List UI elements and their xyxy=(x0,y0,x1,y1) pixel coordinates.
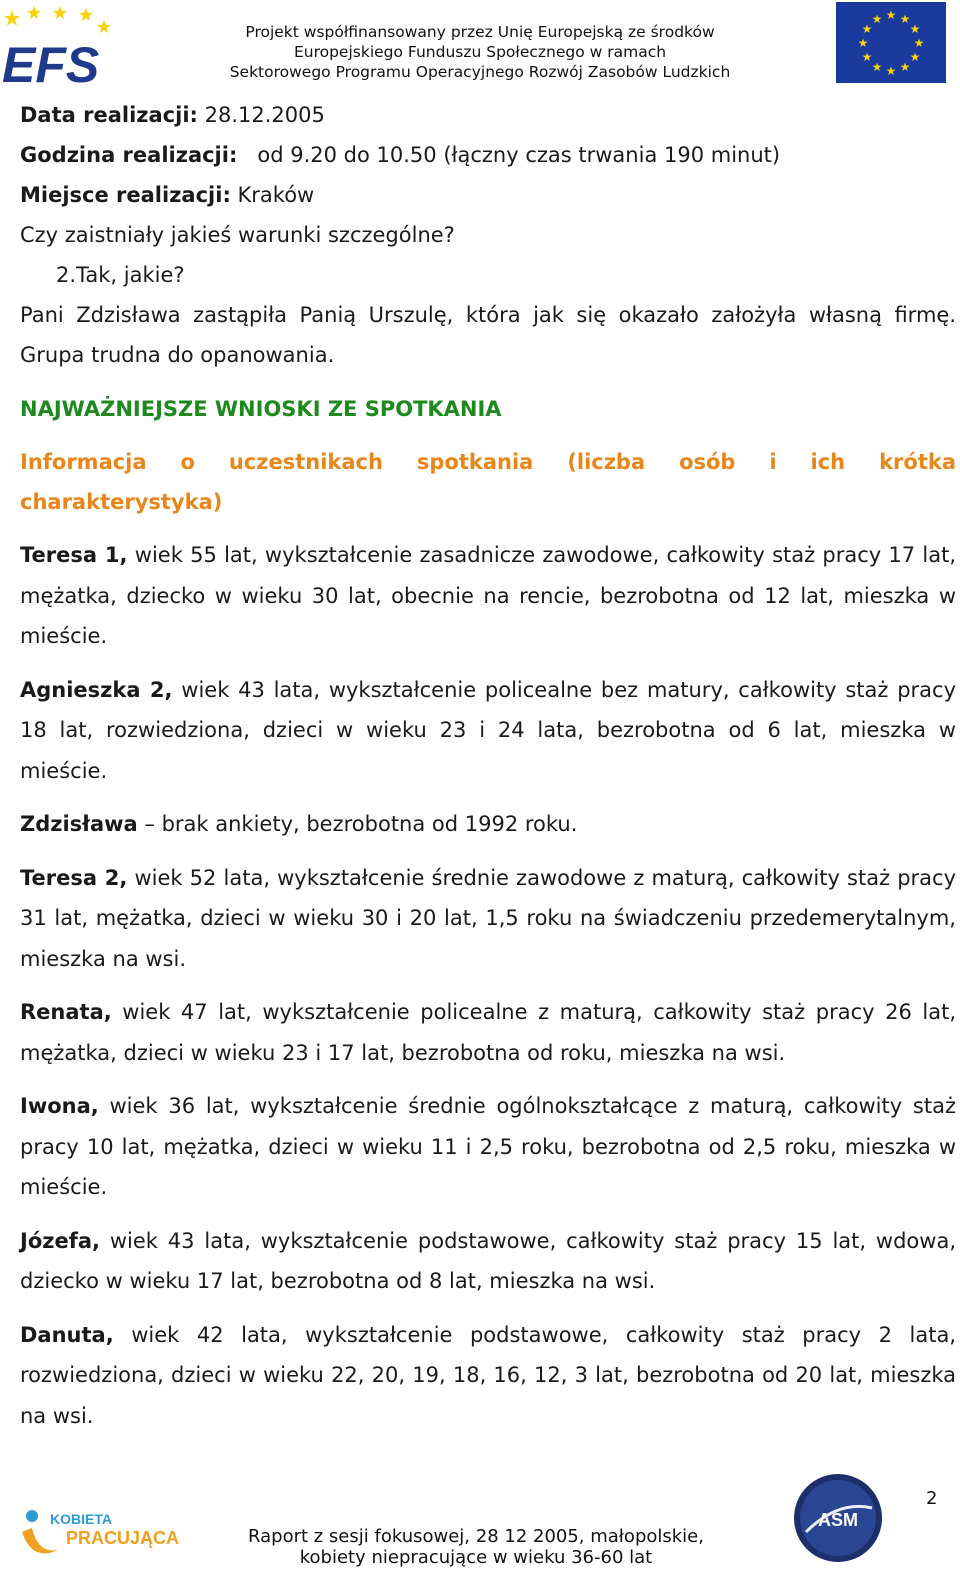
project-line: Europejskiego Funduszu Społecznego w ramach xyxy=(293,43,667,61)
participants-heading-line: charakterystyka) xyxy=(20,490,223,514)
participant-description: wiek 43 lata, wykształcenie policealne bez matury, całkowity staż pracy 18 lat, rozwiedziona, dzieci w wieku 23 i 24 lata, bezrobotna od 6 lat, mieszka w mieście. xyxy=(20,677,956,783)
eu-flag-icon xyxy=(836,2,946,83)
participant-description: wiek 36 lat, wykształcenie średnie ogólnokształcące z maturą, całkowity staż pracy 10 lat, mężatka, dzieci w wieku 11 i 2,5 roku, bezrobotna od 2,5 roku, mieszka w mieście. xyxy=(20,1094,956,1199)
page-number: 2 xyxy=(926,1488,938,1509)
date-row xyxy=(20,95,956,135)
time-label: Godzina realizacji: xyxy=(20,143,238,167)
date-label: Data realizacji: xyxy=(20,103,198,127)
svg-text:★: ★ xyxy=(857,36,869,50)
date-value: 28.12.2005 xyxy=(197,103,325,127)
svg-text:★: ★ xyxy=(861,50,873,64)
svg-text:★: ★ xyxy=(909,22,921,36)
participant-name: Teresa 2, xyxy=(20,865,128,890)
participants-heading-line: Informacja o uczestnikach spotkania (liczba osób i ich krótka xyxy=(20,450,956,474)
asm-logo xyxy=(790,1470,886,1566)
place-label: Miejsce realizacji: xyxy=(20,183,231,207)
project-line: Sektorowego Programu Operacyjnego Rozwój Zasobów Ludzkich xyxy=(229,63,731,81)
conditions-answer: 2.Tak, jakie? xyxy=(56,263,185,287)
participant-description: wiek 43 lata, wykształcenie podstawowe, całkowity staż pracy 15 lat, wdowa, dziecko w wieku 17 lat, bezrobotna od 8 lat, mieszka na wsi. xyxy=(20,1228,956,1293)
time-row xyxy=(20,135,956,175)
svg-text:★: ★ xyxy=(885,64,897,78)
participant-name: Józefa, xyxy=(20,1228,100,1253)
participant-name: Renata, xyxy=(20,1000,112,1024)
participant-entry xyxy=(20,804,956,845)
page-header xyxy=(0,0,960,90)
svg-text:EFS: EFS xyxy=(2,37,100,86)
participant-description: wiek 47 lat, wykształcenie policealne z maturą, całkowity staż pracy 26 lat, mężatka, dzieci w wieku 23 i 17 lat, bezrobotna od roku, mieszka na wsi. xyxy=(20,1000,956,1065)
participant-description: wiek 55 lat, wykształcenie zasadnicze zawodowe, całkowity staż pracy 17 lat, mężatka, dziecko w wieku 30 lat, obecnie na rencie, bezrobotna od 12 lat, mieszka w mieście. xyxy=(20,543,957,648)
svg-text:ASM: ASM xyxy=(818,1510,858,1530)
main-heading: NAJWAŻNIEJSZE WNIOSKI ZE SPOTKANIA xyxy=(20,397,502,421)
participant-entry xyxy=(20,1315,956,1437)
kobieta-pracujaca-logo xyxy=(18,1502,200,1562)
participant-name: Danuta, xyxy=(20,1322,114,1347)
participant-name: Iwona, xyxy=(20,1094,99,1118)
time-value: od 9.20 do 10.50 (łączny czas trwania 190 minut) xyxy=(237,143,781,167)
project-line: Projekt współfinansowany przez Unię Europejską ze środków xyxy=(245,23,715,41)
participant-description: – brak ankiety, bezrobotna od 1992 roku. xyxy=(137,812,578,836)
svg-text:★: ★ xyxy=(913,36,925,50)
participant-entry xyxy=(20,858,956,980)
svg-text:★: ★ xyxy=(861,22,873,36)
participant-description: wiek 52 lata, wykształcenie średnie zawodowe z maturą, całkowity staż pracy 31 lat, mężatka, dzieci w wieku 30 i 20 lat, 1,5 roku na świadczeniu przedemerytalnym, mieszka na wsi. xyxy=(20,865,957,971)
conditions-note: Pani Zdzisława zastąpiła Panią Urszulę, która jak się okazało założyła własną firmę. Grupa trudna do opanowania. xyxy=(20,303,956,367)
svg-text:★: ★ xyxy=(871,60,883,74)
svg-text:★: ★ xyxy=(909,50,921,64)
svg-text:★: ★ xyxy=(885,8,897,22)
report-caption-line: kobiety niepracujące w wieku 36-60 lat xyxy=(299,1547,653,1568)
participant-name: Zdzisława xyxy=(20,812,138,836)
efs-logo xyxy=(0,2,122,86)
participant-name: Teresa 1, xyxy=(20,543,128,567)
svg-text:KOBIETA: KOBIETA xyxy=(50,1511,112,1527)
place-value: Kraków xyxy=(230,183,315,207)
participant-entry xyxy=(20,1221,956,1302)
svg-text:★: ★ xyxy=(899,12,911,26)
place-row xyxy=(20,175,956,215)
participant-entry xyxy=(20,535,956,657)
report-caption xyxy=(226,1526,726,1568)
participant-description: wiek 42 lata, wykształcenie podstawowe, całkowity staż pracy 2 lata, rozwiedziona, dzieci w wieku 22, 20, 19, 18, 16, 12, 3 lat, bezrobotna od 20 lat, mieszka na wsi. xyxy=(20,1322,956,1428)
conditions-question: Czy zaistniały jakieś warunki szczególne? xyxy=(20,223,455,247)
svg-text:★: ★ xyxy=(899,60,911,74)
participant-entry xyxy=(20,670,956,792)
participant-name: Agnieszka 2, xyxy=(20,677,173,702)
page-footer xyxy=(0,1470,960,1594)
svg-text:PRACUJĄCA: PRACUJĄCA xyxy=(66,1528,180,1548)
project-info xyxy=(200,22,760,82)
participant-entry xyxy=(20,992,956,1073)
report-caption-line: Raport z sesji fokusowej, 28 12 2005, małopolskie, xyxy=(248,1526,704,1547)
participant-entry xyxy=(20,1086,956,1208)
participants-heading xyxy=(20,442,956,522)
svg-text:★: ★ xyxy=(871,12,883,26)
report-body xyxy=(20,95,956,1436)
